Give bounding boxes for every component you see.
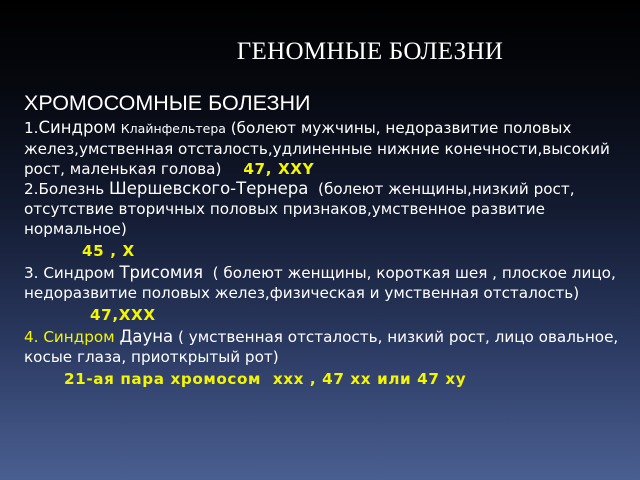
section-heading: ХРОМОСОМНЫЕ БОЛЕЗНИ: [24, 91, 311, 115]
item-number: 1.: [24, 119, 39, 137]
disease-description: (болеют мужчины, недоразвитие половых желез,умственная отсталость,удлиненные нижние конечности,высокий рост, маленькая голова): [24, 119, 610, 178]
karyotype: 21-ая пара хромосом xxx , 47 xx или 47 xу: [64, 370, 467, 388]
disease-item-turner: [24, 179, 632, 239]
slide-title: ГЕНОМНЫЕ БОЛЕЗНИ: [236, 38, 504, 65]
disease-name: Шершевского-Тернера: [109, 179, 309, 198]
item-number: 3.: [24, 264, 39, 282]
item-word: Синдром: [43, 264, 115, 282]
disease-item-klinefelter: [24, 118, 632, 179]
disease-description: ( умственная отсталость, низкий рост, лицо овальное, косые глаза, приоткрытый рот): [24, 328, 619, 366]
item-word: Синдром: [43, 328, 115, 346]
disease-name: Трисомия: [119, 263, 203, 282]
karyotype: 47,XXX: [90, 306, 156, 324]
disease-name: Дауна: [119, 327, 174, 346]
slide-content: [24, 90, 632, 391]
disease-item-trisomy: [24, 263, 632, 303]
karyotype: 47, XXY: [243, 160, 315, 178]
disease-name: Клайнфельтера: [120, 121, 226, 136]
item-number: 2.: [24, 180, 39, 198]
disease-item-down: [24, 327, 632, 367]
disease-description: ( болеют женщины, короткая шея , плоское лицо, недоразвитие половых желез,физическая и умственная отсталость): [24, 264, 616, 302]
karyotype: 45 , X: [82, 242, 135, 260]
item-word: Синдром: [38, 118, 116, 137]
item-word: Болезнь: [38, 180, 105, 198]
item-number: 4.: [24, 328, 39, 346]
disease-description: (болеют женщины,низкий рост, отсутствие вторичных половых признаков,умственное развитие нормальное): [24, 180, 575, 238]
